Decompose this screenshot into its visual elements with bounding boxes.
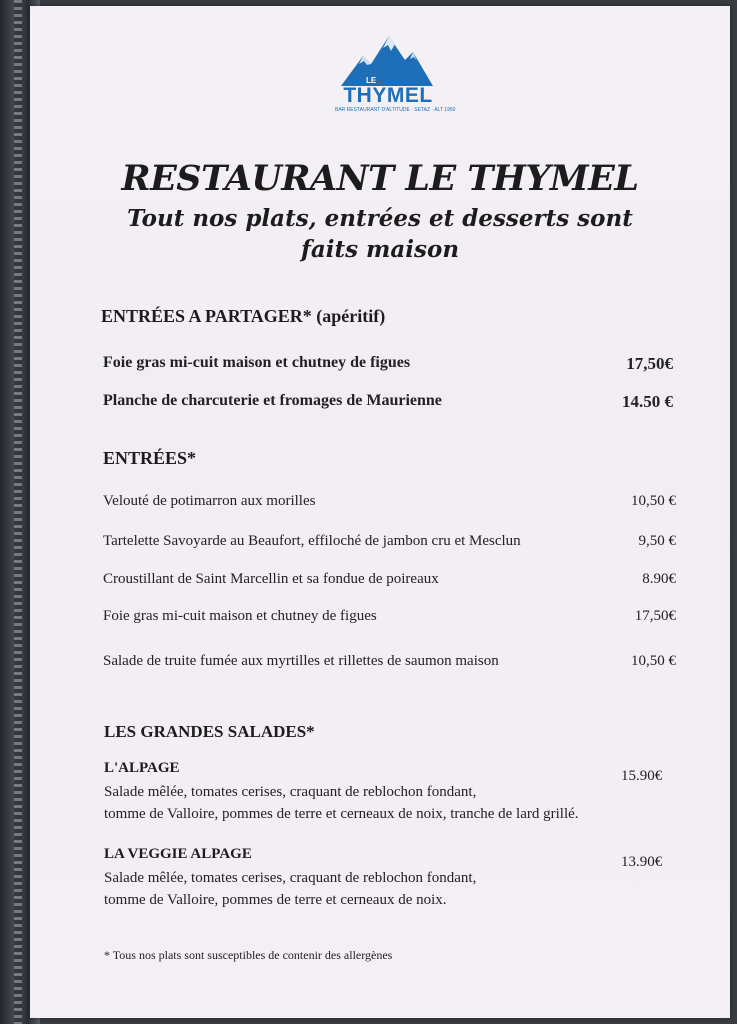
menu-item-name: Foie gras mi-cuit maison et chutney de figues — [103, 608, 377, 624]
menu-item-price: 10,50 € — [631, 493, 676, 509]
salad-price: 13.90€ — [621, 854, 663, 870]
menu-item-name: Foie gras mi-cuit maison et chutney de figues — [103, 354, 411, 371]
allergen-note: * Tous nos plats sont susceptibles de contenir des allergènes — [104, 948, 393, 962]
subtitle-line-1: Tout nos plats, entrées et desserts sont — [127, 205, 633, 232]
section-title-partager: ENTRÉES A PARTAGER* (apéritif) — [101, 306, 386, 326]
section-title-entrees: ENTRÉES* — [103, 448, 197, 468]
menu-item-name: Velouté de potimarron aux morilles — [103, 493, 316, 509]
page-title: RESTAURANT LE THYMEL — [121, 158, 639, 199]
page-subtitle — [30, 203, 730, 265]
menu-item-name: Tartelette Savoyarde au Beaufort, effiloché de jambon cru et Mesclun — [103, 533, 521, 549]
salad-description-line: tomme de Valloire, pommes de terre et cerneaux de noix, tranche de lard grillé. — [104, 806, 579, 822]
menu-item-name: Salade de truite fumée aux myrtilles et rillettes de saumon maison — [103, 653, 499, 669]
salad-name: L'ALPAGE — [104, 760, 180, 776]
salad-description-line: Salade mêlée, tomates cerises, craquant de reblochon fondant, — [104, 784, 477, 800]
salad-description-line: tomme de Valloire, pommes de terre et cerneaux de noix. — [104, 892, 447, 908]
logo-name: THYMEL — [343, 84, 433, 107]
menu-page — [30, 6, 730, 1018]
menu-item-price: 14.50 € — [622, 392, 673, 411]
menu-item-price: 9,50 € — [638, 533, 676, 549]
menu-item-name: Croustillant de Saint Marcellin et sa fondue de poireaux — [103, 571, 439, 587]
menu-item-name: Planche de charcuterie et fromages de Maurienne — [103, 392, 442, 409]
salad-price: 15.90€ — [621, 768, 663, 784]
salad-description — [104, 781, 664, 825]
logo-tagline: BAR RESTAURANT D'ALTITUDE · SETAZ · ALT 1950 — [335, 107, 456, 113]
section-title-salades: LES GRANDES SALADES* — [104, 722, 315, 741]
restaurant-logo — [333, 34, 456, 118]
subtitle-line-2: faits maison — [300, 236, 460, 263]
menu-item-price: 8.90€ — [642, 571, 676, 587]
menu-item-price: 17,50€ — [626, 354, 673, 373]
salad-name: LA VEGGIE ALPAGE — [104, 846, 252, 862]
menu-item-price: 17,50€ — [634, 608, 676, 624]
salad-description — [104, 867, 664, 911]
logo-le: LE — [366, 76, 377, 85]
salad-description-line: Salade mêlée, tomates cerises, craquant de reblochon fondant, — [104, 870, 477, 886]
menu-item-price: 10,50 € — [631, 653, 676, 669]
